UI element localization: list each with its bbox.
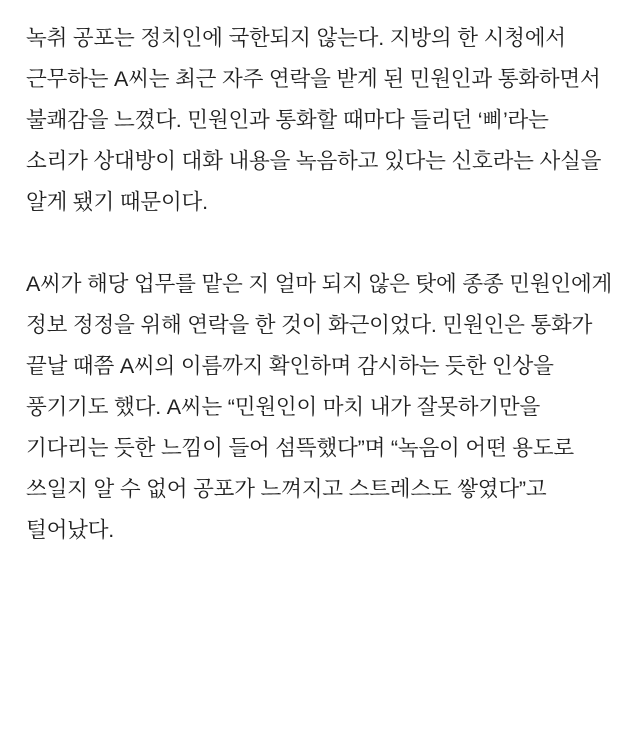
- article-paragraph: A씨가 해당 업무를 맡은 지 얼마 되지 않은 탓에 종종 민원인에게 정보 정정을 위해 연락을 한 것이 화근이었다. 민원인은 통화가 끝날 때쯤 A씨의 이름까지 확인하며 감시하는 듯한 인상을 풍기기도 했다. A씨는 “민원인이 마치 내가 잘못하기만을 기다리는 듯한 느낌이 들어 섬뜩했다”며 “녹음이 어떤 용도로 쓰일지 알 수 없어 공포가 느껴지고 스트레스도 쌓였다”고 털어났다.: [26, 272, 613, 542]
- article-paragraph: 녹취 공포는 정치인에 국한되지 않는다. 지방의 한 시청에서 근무하는 A씨는 최근 자주 연락을 받게 된 민원인과 통화하면서 불쾌감을 느꼈다. 민원인과 통화할 때마다 들리던 ‘삐’라는 소리가 상대방이 대화 내용을 녹음하고 있다는 신호라는 사실을 알게 됐기 때문이다.: [26, 26, 602, 214]
